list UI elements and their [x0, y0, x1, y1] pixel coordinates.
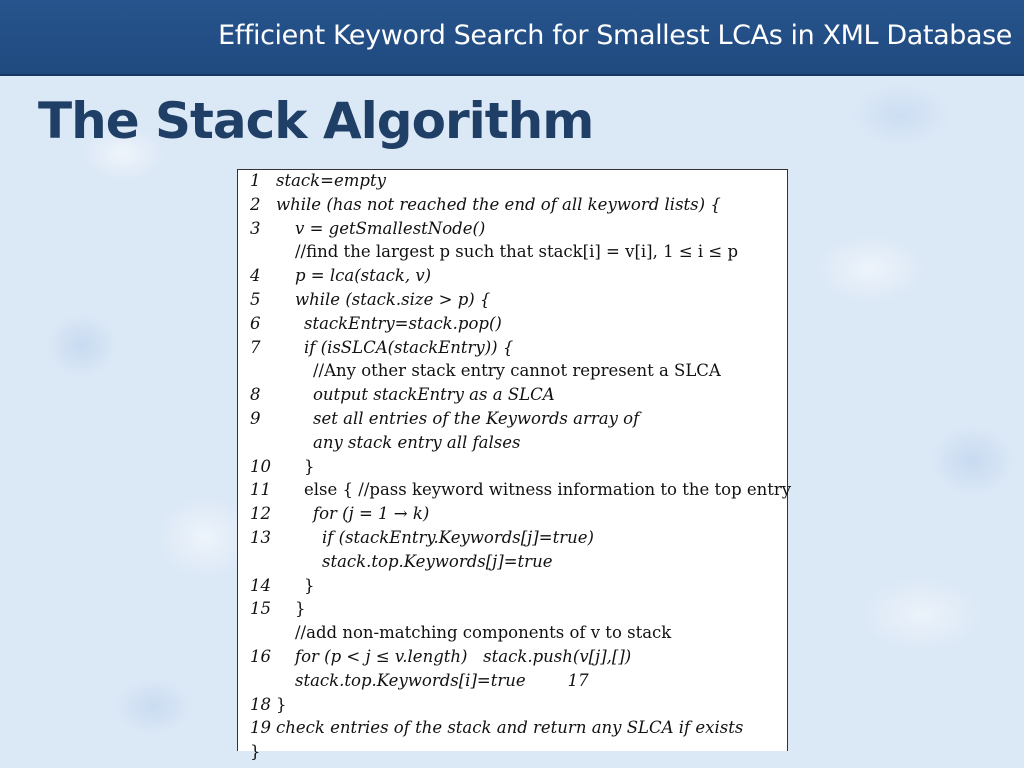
line-number: 12 — [250, 504, 271, 524]
line-text: else { //pass keyword witness information to the top entry — [304, 480, 792, 500]
line-number: 11 — [250, 480, 271, 500]
line-text: } — [250, 742, 261, 762]
code-line — [238, 669, 787, 693]
code-line — [238, 288, 787, 312]
line-number: 14 — [250, 575, 271, 595]
line-text: for (p < j ≤ v.length) stack.push(v[j],[]) — [295, 646, 632, 666]
line-text: check entries of the stack and return any SLCA if exists — [276, 718, 744, 738]
line-text: if (stackEntry.Keywords[j]=true) — [322, 527, 594, 547]
code-line — [238, 574, 787, 598]
line-text: if (isSLCA(stackEntry)) { — [304, 337, 514, 357]
code-line — [238, 264, 787, 288]
line-text: } — [304, 575, 315, 595]
line-text: } — [304, 456, 315, 476]
line-number: 10 — [250, 456, 271, 476]
code-line — [238, 312, 787, 336]
code-line — [238, 621, 787, 645]
line-text: stackEntry=stack.pop() — [304, 313, 502, 333]
line-text: //Any other stack entry cannot represent a SLCA — [313, 361, 721, 381]
line-text: v = getSmallestNode() — [295, 218, 486, 238]
line-text: stack.top.Keywords[j]=true — [322, 551, 553, 571]
line-text: output stackEntry as a SLCA — [313, 385, 555, 405]
code-line — [238, 526, 787, 550]
line-text: any stack entry all falses — [313, 432, 521, 452]
code-line — [238, 359, 787, 383]
code-line — [238, 217, 787, 241]
line-number: 6 — [250, 313, 261, 333]
code-line — [238, 193, 787, 217]
line-number: 19 — [250, 718, 271, 738]
algorithm-listing — [237, 169, 792, 762]
line-number: 5 — [250, 289, 261, 309]
line-number: 2 — [250, 194, 261, 214]
code-line — [238, 597, 787, 621]
line-text: p = lca(stack, v) — [295, 266, 432, 286]
line-number: 7 — [250, 337, 261, 357]
line-number: 3 — [250, 218, 261, 238]
line-text: while (has not reached the end of all keyword lists) { — [276, 194, 721, 214]
line-number: 18 — [250, 694, 271, 714]
line-number: 16 — [250, 646, 271, 666]
line-text: stack=empty — [276, 171, 386, 190]
line-text: stack.top.Keywords[i]=true 17 — [295, 670, 589, 690]
code-line — [238, 383, 787, 407]
presentation-title: Efficient Keyword Search for Smallest LCAs in XML Database — [218, 20, 1012, 51]
code-line — [238, 645, 787, 669]
line-number: 15 — [250, 599, 271, 619]
code-line — [238, 431, 787, 455]
line-text: set all entries of the Keywords array of — [313, 408, 640, 428]
code-line — [238, 455, 787, 479]
line-text: while (stack.size > p) { — [295, 289, 491, 309]
line-text: } — [276, 694, 287, 714]
header-bar — [0, 0, 1024, 76]
line-number: 8 — [250, 385, 261, 405]
line-text: //add non-matching components of v to stack — [295, 623, 672, 643]
code-line — [238, 169, 787, 193]
code-line — [238, 240, 787, 264]
code-line — [238, 478, 792, 502]
line-number: 1 — [250, 171, 261, 190]
line-text: for (j = 1 → k) — [313, 504, 430, 524]
line-text: //find the largest p such that stack[i] = v[i], 1 ≤ i ≤ p — [295, 242, 739, 262]
line-number: 13 — [250, 527, 271, 547]
code-line — [238, 502, 787, 526]
code-line — [238, 407, 787, 431]
line-text: } — [295, 599, 306, 619]
line-number: 9 — [250, 408, 261, 428]
slide-title: The Stack Algorithm — [38, 92, 594, 150]
code-line — [238, 550, 787, 574]
line-number: 4 — [250, 266, 261, 286]
code-line — [238, 740, 787, 764]
code-line — [238, 336, 787, 360]
code-line — [238, 716, 787, 740]
code-line — [238, 693, 787, 717]
